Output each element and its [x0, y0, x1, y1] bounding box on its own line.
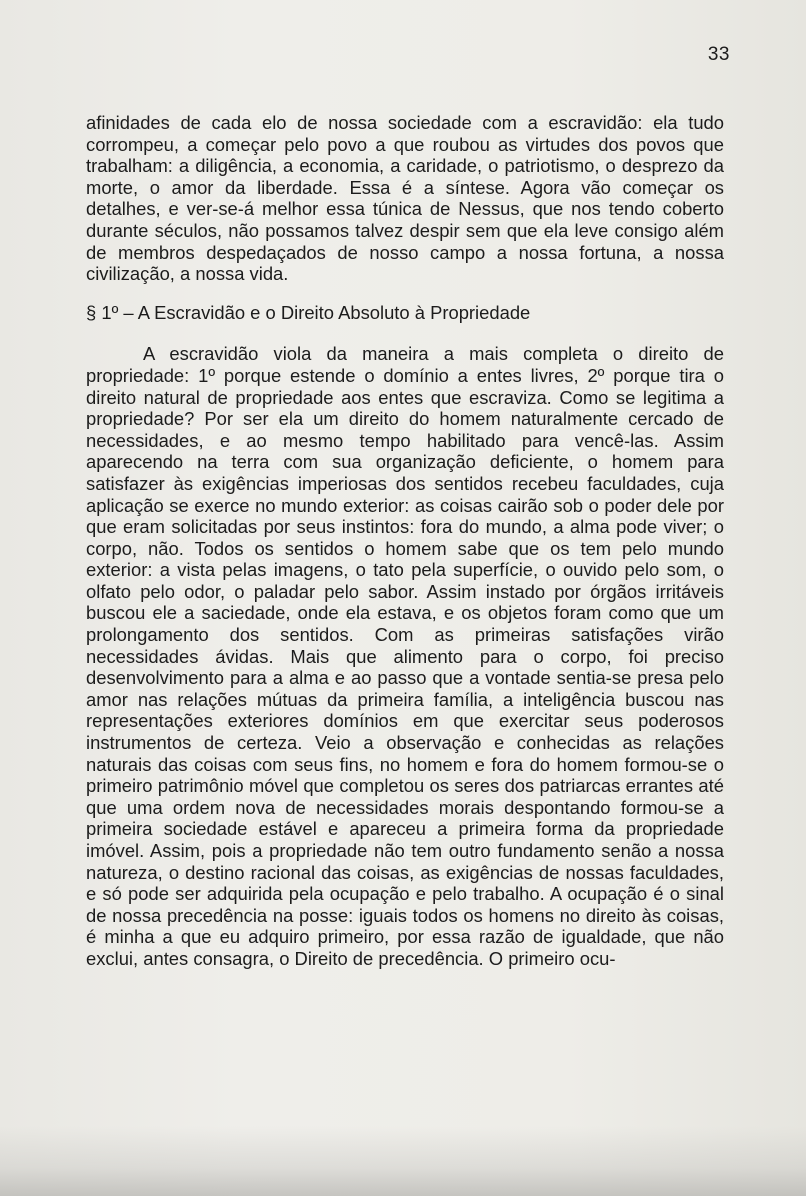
paragraph-continued: afinidades de cada elo de nossa sociedade com a escravidão: ela tudo corrompeu, a começar pelo povo a que roubou as virtudes dos povos que trabalham: a diligência, a economia, a caridade, o patriotismo, o desprezo da morte, o amor da liberdade. Essa é a síntese. Agora vão começar os detalhes, e ver-se-á melhor essa túnica de Nessus, que nos tendo coberto durante séculos, não possamos talvez despir sem que ela leve consigo além de membros despedaçados de nosso campo a nossa fortuna, a nossa civilização, a nossa vida.: [86, 112, 724, 285]
page-number: 33: [707, 44, 730, 65]
section-heading: § 1º – A Escravidão e o Direito Absoluto à Propriedade: [86, 301, 531, 323]
body-text: [86, 112, 724, 970]
page-bottom-shadow: [0, 1126, 806, 1196]
paragraph-main: A escravidão viola da maneira a mais completa o direito de propriedade: 1º porque estende o domínio a entes livres, 2º porque tira o direito natural de propriedade aos entes que escraviza. Como se legitima a propriedade? Por ser ela um direito do homem naturalmente cercado de necessidades, e ao mesmo tempo habilitado para vencê-las. Assim aparecendo na terra com sua organização deficiente, o homem para satisfazer às exigências imperiosas dos sentidos recebeu faculdades, cuja aplicação se exerce no mundo exterior: as coisas cairão sob o poder dele por que eram solicitadas por seus instintos: fora do mundo, a alma pode viver; o corpo, não. Todos os sentidos o homem sabe que os tem pelo mundo exterior: a vista pelas imagens, o tato pela superfície, o ouvido pelo som, o olfato pelo odor, o paladar pelo sabor. Assim instado por órgãos irritáveis buscou ele a saciedade, onde ela estava, e os objetos foram como que um prolongamento dos sentidos. Com as primeiras satisfações virão necessidades ávidas. Mais que alimento para o corpo, foi preciso desenvolvimento para a alma e ao passo que a vontade sentia-se presa pelo amor nas relações mútuas da primeira família, a inteligência buscou nas representações exteriores domínios em que exercitar seus poderosos instrumentos de certeza. Veio a observação e conhecidas as relações naturais das coisas com seus fins, no homem e fora do homem formou-se o primeiro patrimônio móvel que completou os seres dos patriarcas errantes até que uma ordem nova de necessidades morais despontando formou-se a primeira sociedade estável e apareceu a primeira forma da propriedade imóvel. Assim, pois a propriedade não tem outro fundamento senão a nossa natureza, o destino racional das coisas, as exigências de nossas faculdades, e só pode ser adquirida pela ocupação e pelo trabalho. A ocupação é o sinal de nossa precedência na posse: iguais todos os homens no direito às coisas, é minha a que eu adquiro primeiro, por essa razão de igualdade, que não exclui, antes consagra, o Direito de precedência. O primeiro ocu-: [86, 343, 724, 969]
